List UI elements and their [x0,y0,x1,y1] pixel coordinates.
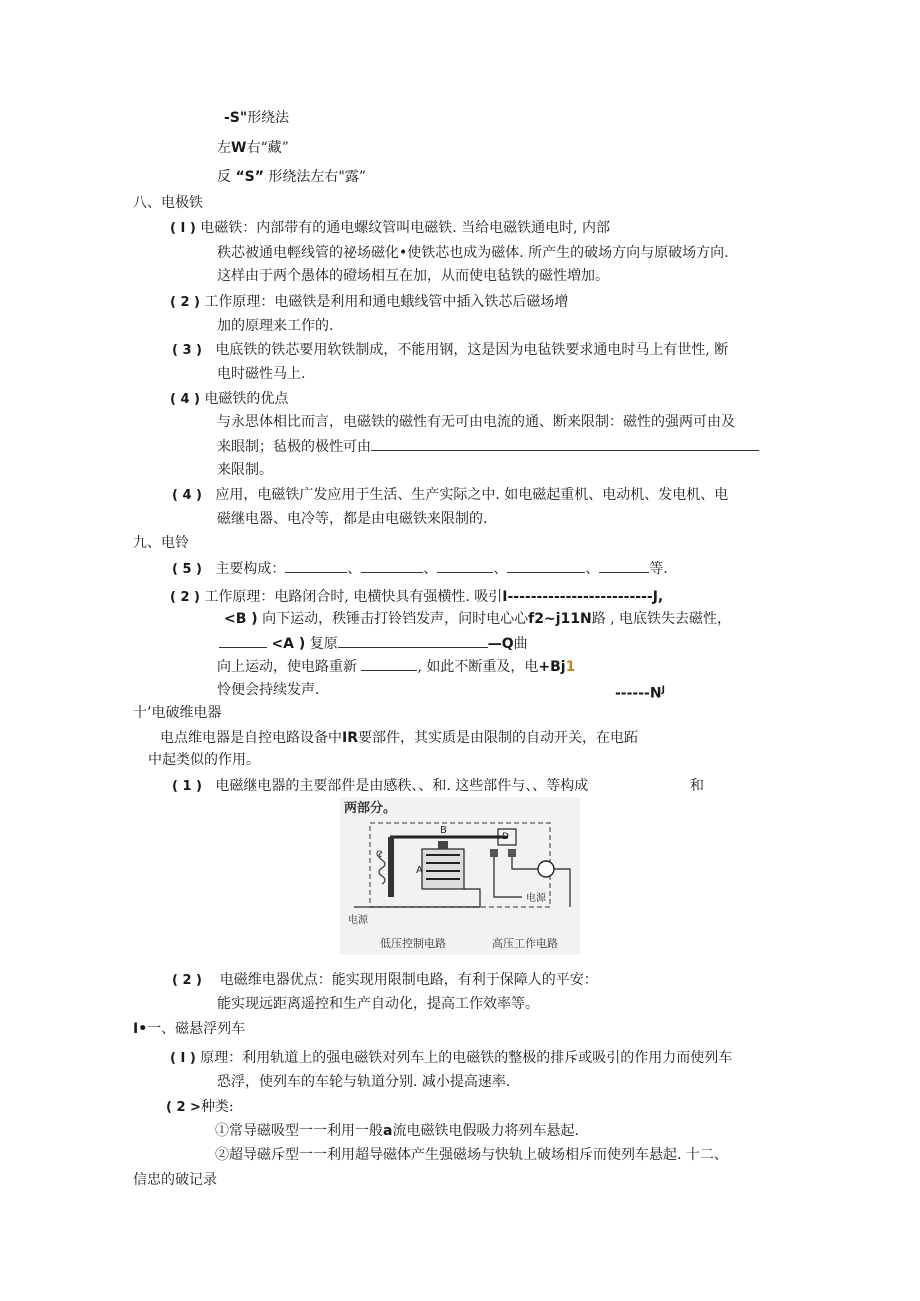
item-8-5 [172,485,728,506]
item-8-4-line3: 来限制。 [217,462,273,478]
reverse-winding-text: 形绕法左右"露” [263,169,366,185]
type-2: ②超导磁斥型一一利用超导磁体产生强磁场与快轨上破场相斥而使列车悬起. 十二、 [215,1147,728,1163]
a-marker: a [383,1123,393,1139]
and-word: 和 [690,778,704,794]
item-text: 原理：利用轨道上的强电磁铁对列车上的电磁铁的整极的排斥或吸引的作用力而使列车 [200,1050,733,1066]
item-number: ( 3 ) [172,343,202,358]
item-text: 工作原理：电磁铁是利用和通电蛾线管中插入铁芯后磁场增 [204,294,569,310]
fill-blank [371,436,759,451]
type-text-2: 流电磁铁电假吸力将列车悬起. [392,1123,579,1139]
reverse-text: 反 [217,169,236,185]
item-text: 怜便会持续发声. [217,682,320,698]
item-text: 种类: [200,1099,234,1115]
item-end: 等. [649,561,668,577]
section-11-heading [133,1019,245,1039]
item-9-2-line3 [219,633,528,654]
item-number: ( 2 ) [170,590,200,605]
item-number: ( 4 ) [172,488,202,503]
item-text: 电磁铁的优点 [204,391,289,407]
label-power-right: 电源 [526,893,546,904]
label-high-voltage: 高压工作电路 [492,937,558,950]
section-10-intro-2: 中起类似的作用。 [148,752,260,768]
item-number: ( 1 ) [172,779,202,794]
item-8-4 [170,389,288,410]
item-text: 电磁铁：内部带有的通电螺纹管叫电磁铁. 当给电磁铁通电时, 内部 [200,220,611,236]
type-1 [215,1121,579,1141]
nj-superscript: J [661,685,665,695]
section-9-heading: 九、电铃 [133,535,189,551]
item-text: 电磁维电器优点：能实现用限制电路，有利于保障人的平安： [219,972,598,988]
item-11-1-line2: 恐浮，使列车的车轮与轨道分别. 减小提高速率. [217,1074,511,1090]
label-c: C [376,850,383,860]
item-11-1 [170,1048,732,1069]
contact-right [508,849,516,857]
orange-one: 1 [565,659,576,675]
left-text: 左 [217,140,231,156]
item-number: ( 4 ) [170,392,200,407]
item-8-5-line2: 磁继电器、电冷等，都是由电磁铁来限制的. [217,511,488,527]
item-8-4-line1: 与永思体相比而言，电磁铁的磁性有无可由电流的通、断来限制：磁性的强两可由及 [217,414,735,430]
item-text-2: , 如此不断重及，电 [417,659,539,675]
item-8-2-line2: 加的原理来工作的. [217,318,334,334]
fill-blank [361,558,423,573]
separator: 、 [347,561,362,577]
item-9-2-line4 [217,656,575,677]
s-winding-line [224,108,289,128]
item-8-1-line2: 秩芯被通电輕线管的祕场磁化•使铁芯也成为磁体. 所产生的破场方向与原破场方向. [217,245,729,261]
item-text: 应用，电磁铁广发应用于生活、生产实际之中. 如电磁起重机、电动机、发电机、电 [215,487,729,503]
item-text: 复原 [309,636,338,652]
item-8-2 [170,292,568,313]
item-number: ( I ) [170,1051,196,1066]
separator: 、 [585,561,600,577]
item-text: 工作原理：电路闭合时, 电横快具有强横性. 吸引 [204,589,503,605]
left-hide-line [217,138,289,158]
s-label: -S" [224,110,248,126]
separator: 、 [423,561,438,577]
contact-left [490,849,498,857]
separator: 、 [493,561,508,577]
heading-text: 一、磁悬浮列车 [147,1021,246,1037]
iron-core [438,841,448,849]
item-text-2: 曲 [513,636,528,652]
item-9-1 [172,558,668,580]
lamp [538,861,554,877]
label-a: <A ) [271,636,306,652]
item-9-2-line2 [224,609,731,629]
label-a: A [416,865,423,876]
item-8-1 [170,218,610,239]
item-text: 向上运动，使电路重新 [217,659,357,675]
fill-blank [599,558,649,573]
item-number: ( 2 ) [170,295,200,310]
figure-caption-top: 两部分。 [344,801,397,816]
heading-marker: I• [133,1021,148,1037]
right-hide-text: 右“藏” [246,140,289,156]
label-power-left: 电源 [348,915,368,926]
fill-blank [437,558,493,573]
item-number: ( I ) [170,221,196,236]
nj-marker [615,680,665,704]
s-quote-label: “S” [235,169,264,185]
item-9-2-line5 [217,680,695,700]
label-b: <B ) [224,611,258,627]
item-text: 电磁继电器的主要部件是由感秩、、和. 这些部件与、、等构成 [215,778,589,794]
garbled-marker: f2~j11N [528,611,592,627]
item-text: 向下运动，秩锤击打铃铛发声，问时电心心 [262,611,529,627]
intro-text-2: 要部件，其实质是由限制的自动开关，在电跖 [358,730,638,746]
section-10-intro-1 [160,728,638,748]
section-8-heading: 八、电极铁 [133,195,203,211]
type-text: ①常导磁吸型一一利用一般 [215,1123,383,1139]
item-10-2 [172,970,598,991]
reverse-s-line [217,167,366,187]
item-10-2-line2: 能实现远距离遥控和生产自动化，提高工作效率等。 [217,996,539,1012]
label-d: D [502,832,509,842]
fill-blank [361,656,417,671]
item-10-1 [172,776,712,797]
pivot-post [388,837,394,897]
item-text: 主要构成： [215,561,286,577]
w-label: W [231,140,247,156]
item-text: 电底铁的铁芯要用软铁制成，不能用钢，这是因为电毡铁要求通电时马上有世性, 断 [215,342,729,358]
item-8-3-line2: 电时磁性马上. [217,366,306,382]
item-8-4-line2 [217,436,759,457]
nj-text: ------N [615,685,662,702]
fill-blank [219,633,267,648]
label-b: B [440,825,447,836]
ir-marker: IR [342,730,358,746]
intro-text: 电点维电器是自控电路设备中 [160,730,342,746]
fill-blank [338,633,488,648]
section-10-heading: 十’电破维电器 [133,705,222,721]
s-winding-text: 形绕法 [247,110,290,126]
item-number: ( 2 > [166,1100,201,1115]
item-text-2: 路 , 电底铁失去磁性， [591,611,732,627]
item-number: ( 5 ) [172,562,202,577]
fill-blank [507,558,585,573]
item-number: ( 2 ) [172,973,202,988]
label-low-voltage: 低压控制电路 [380,937,446,950]
blank-marker: I-------------------------J, [502,589,664,605]
item-9-2 [170,587,663,608]
fill-blank [285,558,347,573]
item-11-2 [166,1097,234,1118]
item-8-3 [172,340,728,361]
item-8-1-line3: 这样由于两个愚体的磴场相互在加，从而使电毡铁的磁性増加。 [217,268,609,284]
bj-marker: +Bj [538,659,566,675]
q-marker: —Q [487,636,514,652]
relay-diagram [340,797,580,955]
section-12-heading: 信忠的破记录 [133,1172,217,1188]
item-text: 来眼制；毡极的极性可由 [217,439,371,455]
